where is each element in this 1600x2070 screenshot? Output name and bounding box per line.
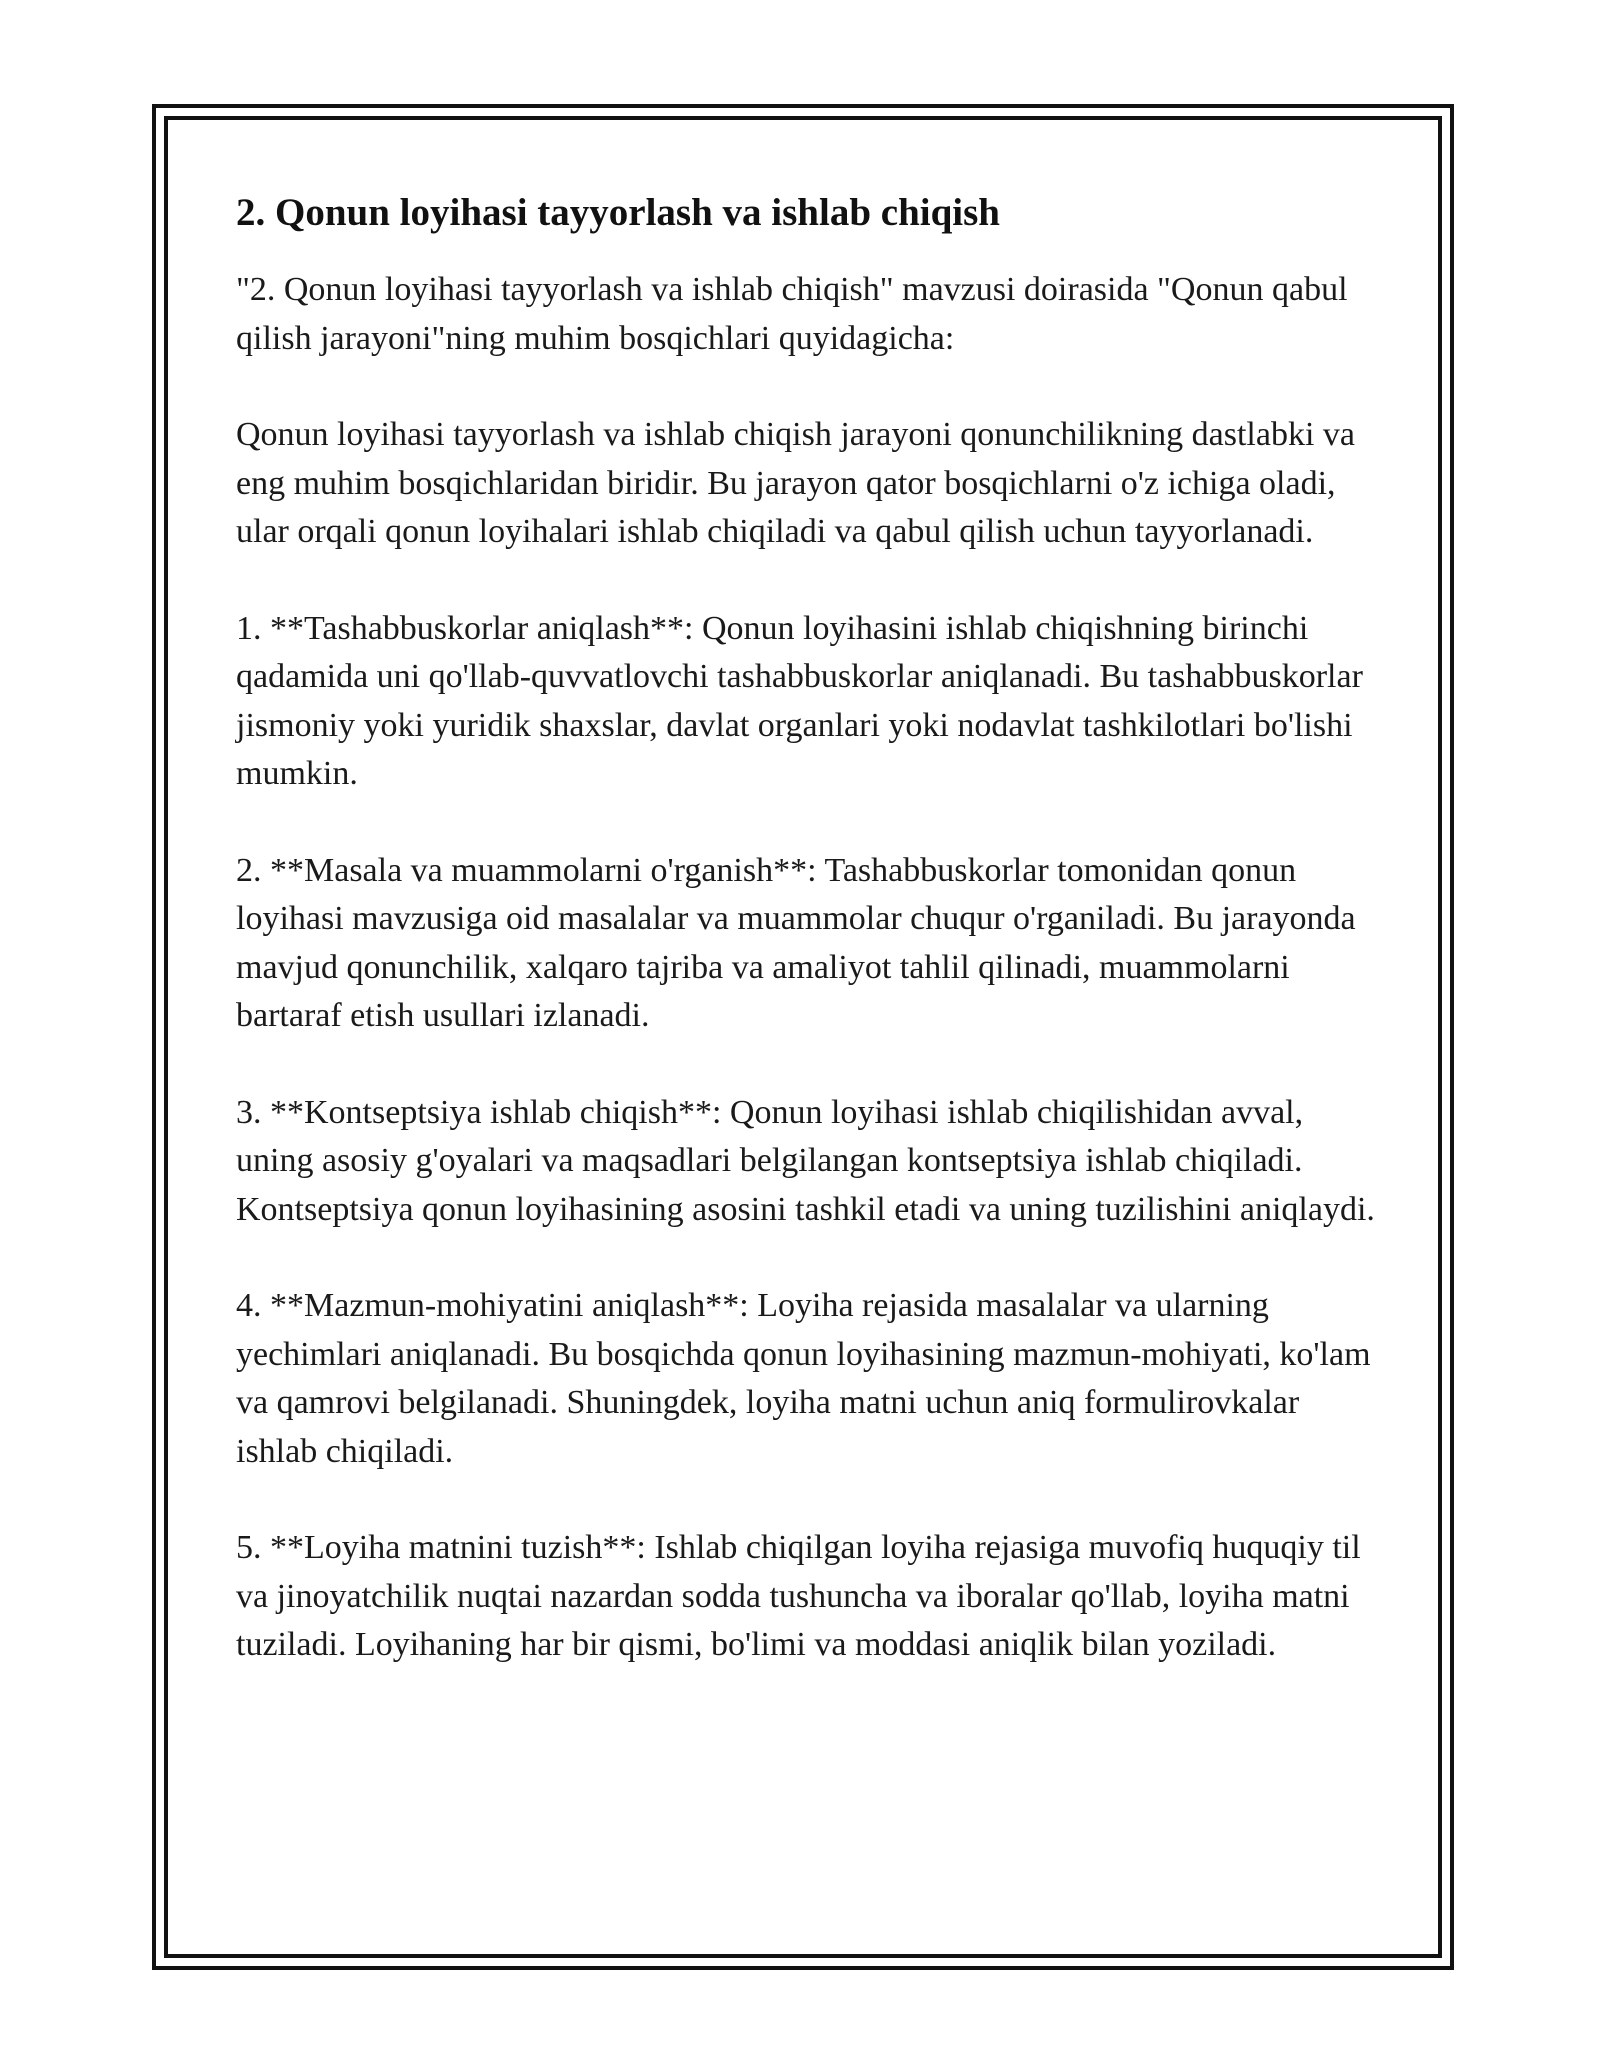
step-3-paragraph: 3. **Kontseptsiya ishlab chiqish**: Qonun loyihasi ishlab chiqilishidan avval, uning asosiy g'oyalari va maqsadlari belgilangan kontseptsiya ishlab chiqiladi. Kontseptsiya qonun loyihasining asosini tashkil etadi va uning tuzilishini aniqlaydi. [236, 1093, 1375, 1228]
document-body [236, 186, 1376, 1718]
step-1-paragraph: 1. **Tashabbuskorlar aniqlash**: Qonun loyihasini ishlab chiqishning birinchi qadamida uni qo'llab-quvvatlovchi tashabbuskorlar aniqlanadi. Bu tashabbuskorlar jismoniy yoki yuridik shaxslar, davlat organlari yoki nodavlat tashkilotlari bo'lishi mumkin. [236, 609, 1363, 792]
step-4-paragraph: 4. **Mazmun-mohiyatini aniqlash**: Loyiha rejasida masalalar va ularning yechimlari aniqlanadi. Bu bosqichda qonun loyihasining mazmun-mohiyati, ko'lam va qamrovi belgilanadi. Shuningdek, loyiha matni uchun aniq formulirovkalar ishlab chiqiladi. [236, 1287, 1371, 1470]
intro-paragraph: "2. Qonun loyihasi tayyorlash va ishlab chiqish" mavzusi doirasida "Qonun qabul qilish jarayoni"ning muhim bosqichlari quyidagicha: [236, 271, 1348, 357]
step-5-paragraph: 5. **Loyiha matnini tuzish**: Ishlab chiqilgan loyiha rejasiga muvofiq huquqiy til va jinoyatchilik nuqtai nazardan sodda tushuncha va iboralar qo'llab, loyiha matni tuziladi. Loyihaning har bir qismi, bo'limi va moddasi aniqlik bilan yoziladi. [236, 1529, 1361, 1663]
overview-paragraph: Qonun loyihasi tayyorlash va ishlab chiqish jarayoni qonunchilikning dastlabki va eng muhim bosqichlaridan biridir. Bu jarayon qator bosqichlarni o'z ichiga oladi, ular orqali qonun loyihalari ishlab chiqiladi va qabul qilish uchun tayyorlanadi. [236, 416, 1355, 550]
document-heading: 2. Qonun loyihasi tayyorlash va ishlab chiqish [236, 191, 1000, 234]
step-2-paragraph: 2. **Masala va muammolarni o'rganish**: Tashabbuskorlar tomonidan qonun loyihasi mavzusiga oid masalalar va muammolar chuqur o'rganiladi. Bu jarayonda mavjud qonunchilik, xalqaro tajriba va amaliyot tahlil qilinadi, muammolarni bartaraf etish usullari izlanadi. [236, 851, 1356, 1034]
